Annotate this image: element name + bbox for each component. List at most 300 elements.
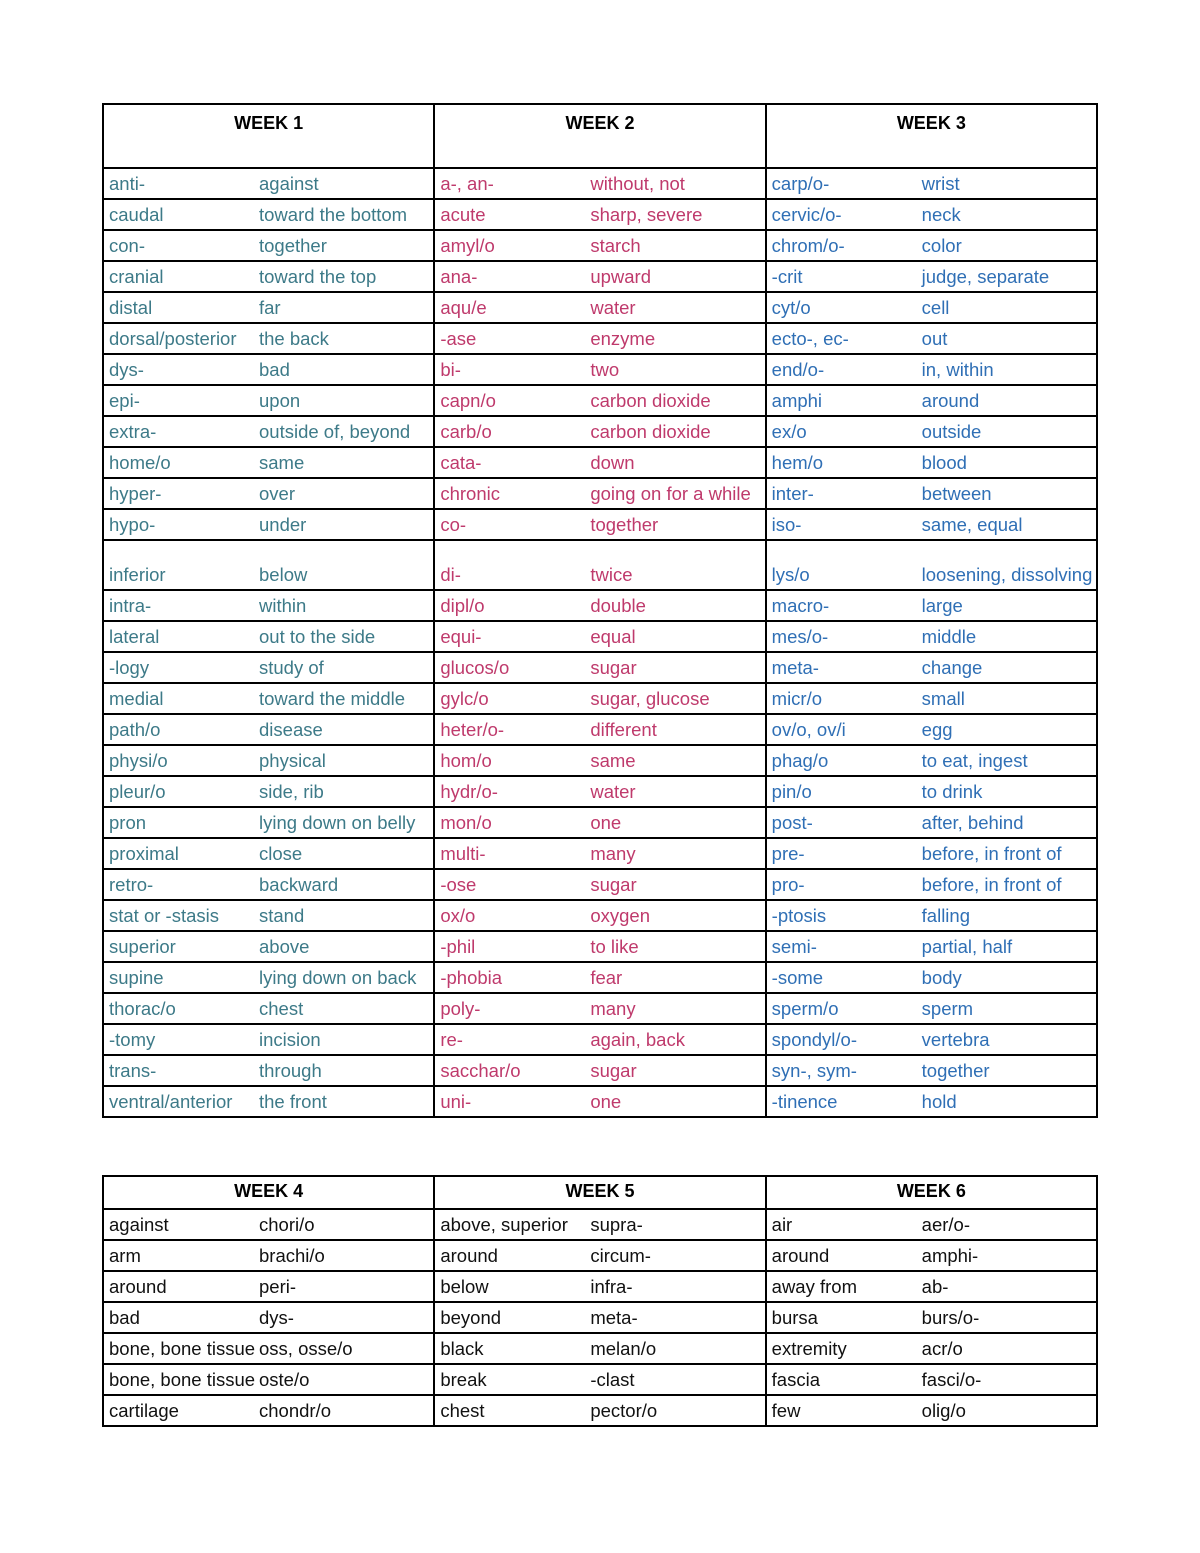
header-cell [765, 1177, 1096, 1208]
definition-text: going on for a while [590, 483, 751, 504]
definition-text: under [259, 514, 307, 535]
table-row [104, 961, 1096, 992]
term-text: trans- [109, 1060, 157, 1081]
table-row [104, 1394, 1096, 1425]
table-row [104, 589, 1096, 620]
definition-text: large [921, 595, 963, 616]
term-cell [104, 591, 433, 620]
term-text: inferior [109, 564, 166, 585]
term-text: black [440, 1338, 484, 1359]
term-cell [433, 1396, 764, 1425]
term-text: chronic [440, 483, 500, 504]
definition-text: within [259, 595, 307, 616]
table-row [104, 353, 1096, 384]
term-cell [104, 777, 433, 806]
term-text: ecto-, ec- [771, 328, 849, 349]
definition-text: toward the bottom [259, 204, 408, 225]
term-cell [104, 1087, 433, 1116]
definition-text: equal [590, 626, 636, 647]
term-cell [433, 200, 764, 229]
table-row [104, 837, 1096, 868]
definition-text: to eat, ingest [921, 750, 1028, 771]
term-text: around [771, 1245, 830, 1266]
term-cell [104, 1303, 433, 1332]
term-text: pre- [771, 843, 805, 864]
definition-text: starch [590, 235, 641, 256]
term-cell [765, 1396, 1096, 1425]
term-text: con- [109, 235, 145, 256]
term-cell [433, 963, 764, 992]
term-cell [765, 1210, 1096, 1239]
table-row [104, 1363, 1096, 1394]
term-text: away from [771, 1276, 857, 1297]
term-cell [765, 324, 1096, 353]
term-cell [104, 262, 433, 291]
term-text: end/o- [771, 359, 825, 380]
definition-text: water [590, 781, 636, 802]
term-cell [433, 808, 764, 837]
definition-text: middle [921, 626, 977, 647]
term-cell [765, 932, 1096, 961]
term-cell [433, 684, 764, 713]
definition-text: peri- [259, 1276, 297, 1297]
term-cell [104, 1210, 433, 1239]
term-cell [765, 1365, 1096, 1394]
term-cell [765, 479, 1096, 508]
definition-text: together [921, 1060, 990, 1081]
definition-text: acr/o [921, 1338, 963, 1359]
term-text: beyond [440, 1307, 502, 1328]
definition-text: stand [259, 905, 305, 926]
definition-text: physical [259, 750, 326, 771]
definition-text: loosening, dissolving [921, 564, 1093, 585]
term-text: cartilage [109, 1400, 179, 1421]
definition-text: blood [921, 452, 967, 473]
definition-text: outside [921, 421, 982, 442]
definition-text: different [590, 719, 657, 740]
term-cell [765, 1025, 1096, 1054]
term-cell [765, 622, 1096, 651]
term-cell [433, 1087, 764, 1116]
term-text: pleur/o [109, 781, 166, 802]
term-cell [765, 870, 1096, 899]
term-text: dys- [109, 359, 144, 380]
term-cell [433, 1241, 764, 1270]
term-text: -ptosis [771, 905, 827, 926]
definition-text: incision [259, 1029, 321, 1050]
term-cell [433, 591, 764, 620]
table-row [104, 1208, 1096, 1239]
term-text: pron [109, 812, 147, 833]
definition-text: lying down on belly [259, 812, 416, 833]
term-text: intra- [109, 595, 152, 616]
term-text: dipl/o [440, 595, 485, 616]
definition-text: upward [590, 266, 652, 287]
term-text: below [440, 1276, 489, 1297]
term-cell [433, 262, 764, 291]
definition-text: same [259, 452, 305, 473]
term-text: inter- [771, 483, 814, 504]
term-text: gylc/o [440, 688, 489, 709]
definition-text: burs/o- [921, 1307, 980, 1328]
definition-text: two [590, 359, 620, 380]
vocab-table-weeks-4-6 [102, 1175, 1098, 1427]
term-cell [765, 541, 1096, 589]
term-text: path/o [109, 719, 161, 740]
table-row [104, 1332, 1096, 1363]
definition-text: fear [590, 967, 623, 988]
term-cell [765, 1334, 1096, 1363]
term-cell [104, 1025, 433, 1054]
term-text: extremity [771, 1338, 847, 1359]
term-cell [765, 839, 1096, 868]
term-text: hydr/o- [440, 781, 498, 802]
definition-text: amphi- [921, 1245, 979, 1266]
definition-text: in, within [921, 359, 994, 380]
definition-text: sugar, glucose [590, 688, 710, 709]
definition-text: partial, half [921, 936, 1013, 957]
definition-text: the back [259, 328, 329, 349]
definition-text: olig/o [921, 1400, 966, 1421]
term-text: phag/o [771, 750, 829, 771]
term-text: re- [440, 1029, 463, 1050]
definition-text: meta- [590, 1307, 638, 1328]
table-row [104, 806, 1096, 837]
term-cell [433, 293, 764, 322]
term-text: capn/o [440, 390, 496, 411]
definition-text: together [590, 514, 659, 535]
term-cell [104, 1241, 433, 1270]
term-text: -tinence [771, 1091, 838, 1112]
term-cell [104, 169, 433, 198]
term-text: lateral [109, 626, 160, 647]
term-cell [765, 1241, 1096, 1270]
definition-text: dys- [259, 1307, 294, 1328]
term-text: a-, an- [440, 173, 494, 194]
week-heading: WEEK 4 [234, 1181, 304, 1201]
table-row [104, 1239, 1096, 1270]
term-text: air [771, 1214, 793, 1235]
term-text: superior [109, 936, 176, 957]
definition-text: through [259, 1060, 322, 1081]
definition-text: oss, osse/o [259, 1338, 353, 1359]
term-cell [433, 715, 764, 744]
term-text: fascia [771, 1369, 820, 1390]
term-text: around [440, 1245, 498, 1266]
table-row [104, 899, 1096, 930]
table-row [104, 322, 1096, 353]
term-cell [765, 293, 1096, 322]
definition-text: below [259, 564, 308, 585]
term-cell [765, 386, 1096, 415]
term-text: proximal [109, 843, 179, 864]
term-cell [433, 1025, 764, 1054]
term-cell [433, 870, 764, 899]
definition-text: ab- [921, 1276, 949, 1297]
table-row [104, 260, 1096, 291]
table-row [104, 1054, 1096, 1085]
term-text: aqu/e [440, 297, 487, 318]
definition-text: -clast [590, 1369, 635, 1390]
term-cell [104, 839, 433, 868]
term-text: carp/o- [771, 173, 830, 194]
definition-text: same, equal [921, 514, 1023, 535]
term-text: post- [771, 812, 813, 833]
term-text: -tomy [109, 1029, 156, 1050]
definition-text: one [590, 812, 622, 833]
term-cell [765, 808, 1096, 837]
definition-text: supra- [590, 1214, 643, 1235]
definition-text: double [590, 595, 646, 616]
table-row [104, 415, 1096, 446]
term-text: micr/o [771, 688, 823, 709]
term-text: -phil [440, 936, 476, 957]
definition-text: circum- [590, 1245, 651, 1266]
definition-text: hold [921, 1091, 957, 1112]
term-cell [765, 746, 1096, 775]
definition-text: sugar [590, 657, 637, 678]
term-cell [433, 324, 764, 353]
term-text: -ase [440, 328, 477, 349]
term-cell [433, 541, 764, 589]
term-cell [765, 231, 1096, 260]
term-cell [433, 1303, 764, 1332]
definition-text: before, in front of [921, 843, 1062, 864]
term-text: -ose [440, 874, 477, 895]
header-cell [765, 105, 1096, 167]
term-text: mon/o [440, 812, 492, 833]
definition-text: judge, separate [921, 266, 1050, 287]
term-text: cranial [109, 266, 164, 287]
definition-text: aer/o- [921, 1214, 970, 1235]
term-text: multi- [440, 843, 486, 864]
definition-text: out to the side [259, 626, 376, 647]
term-text: meta- [771, 657, 819, 678]
week-heading: WEEK 1 [234, 113, 304, 133]
term-cell [765, 994, 1096, 1023]
definition-text: infra- [590, 1276, 633, 1297]
term-cell [433, 448, 764, 477]
table-row [104, 539, 1096, 589]
term-cell [104, 448, 433, 477]
term-text: chrom/o- [771, 235, 845, 256]
table-row [104, 508, 1096, 539]
term-cell [104, 1365, 433, 1394]
term-cell [765, 653, 1096, 682]
term-cell [765, 355, 1096, 384]
term-cell [433, 355, 764, 384]
term-text: amyl/o [440, 235, 495, 256]
definition-text: lying down on back [259, 967, 417, 988]
definition-text: outside of, beyond [259, 421, 411, 442]
table-row [104, 775, 1096, 806]
term-text: hem/o [771, 452, 824, 473]
term-cell [433, 994, 764, 1023]
table-row [104, 1301, 1096, 1332]
term-cell [765, 200, 1096, 229]
term-text: sacchar/o [440, 1060, 521, 1081]
table-row [104, 384, 1096, 415]
term-text: spondyl/o- [771, 1029, 858, 1050]
definition-text: same [590, 750, 636, 771]
term-text: -crit [771, 266, 803, 287]
term-text: equi- [440, 626, 482, 647]
term-text: amphi [771, 390, 823, 411]
term-text: iso- [771, 514, 802, 535]
term-text: ov/o, ov/i [771, 719, 846, 740]
definition-text: egg [921, 719, 953, 740]
definition-text: pector/o [590, 1400, 658, 1421]
term-text: ox/o [440, 905, 476, 926]
term-text: against [109, 1214, 169, 1235]
term-cell [104, 231, 433, 260]
term-text: bi- [440, 359, 461, 380]
term-text: medial [109, 688, 164, 709]
definition-text: neck [921, 204, 961, 225]
term-text: bone, bone tissue [109, 1338, 256, 1359]
definition-text: around [921, 390, 980, 411]
term-cell [433, 231, 764, 260]
definition-text: sperm [921, 998, 974, 1019]
term-cell [104, 932, 433, 961]
term-cell [104, 1334, 433, 1363]
definition-text: carbon dioxide [590, 421, 711, 442]
definition-text: the front [259, 1091, 327, 1112]
term-text: mes/o- [771, 626, 829, 647]
definition-text: against [259, 173, 319, 194]
definition-text: side, rib [259, 781, 324, 802]
definition-text: above [259, 936, 310, 957]
week-heading: WEEK 2 [565, 113, 635, 133]
term-text: distal [109, 297, 153, 318]
term-cell [433, 1056, 764, 1085]
term-text: arm [109, 1245, 141, 1266]
term-text: -logy [109, 657, 150, 678]
term-text: physi/o [109, 750, 168, 771]
term-cell [433, 386, 764, 415]
term-text: above, superior [440, 1214, 568, 1235]
term-cell [433, 1272, 764, 1301]
table-row [104, 1085, 1096, 1116]
table-row [104, 446, 1096, 477]
definition-text: many [590, 998, 636, 1019]
term-text: hypo- [109, 514, 156, 535]
term-text: macro- [771, 595, 830, 616]
table-row [104, 682, 1096, 713]
week-heading: WEEK 3 [896, 113, 966, 133]
term-text: bursa [771, 1307, 818, 1328]
definition-text: sharp, severe [590, 204, 703, 225]
definition-text: between [921, 483, 992, 504]
header-row [104, 105, 1096, 167]
table-row [104, 713, 1096, 744]
definition-text: fasci/o- [921, 1369, 982, 1390]
table-row [104, 992, 1096, 1023]
definition-text: water [590, 297, 636, 318]
term-text: thorac/o [109, 998, 176, 1019]
term-cell [765, 169, 1096, 198]
term-text: few [771, 1400, 801, 1421]
table-row [104, 198, 1096, 229]
term-text: heter/o- [440, 719, 505, 740]
term-text: pro- [771, 874, 805, 895]
definition-text: vertebra [921, 1029, 990, 1050]
term-cell [765, 1272, 1096, 1301]
term-cell [765, 262, 1096, 291]
term-text: di- [440, 564, 461, 585]
table-row [104, 651, 1096, 682]
definition-text: twice [590, 564, 633, 585]
term-text: uni- [440, 1091, 472, 1112]
definition-text: together [259, 235, 327, 256]
term-cell [765, 448, 1096, 477]
definition-text: before, in front of [921, 874, 1062, 895]
term-cell [433, 1210, 764, 1239]
term-cell [104, 653, 433, 682]
term-text: lys/o [771, 564, 810, 585]
term-cell [104, 994, 433, 1023]
term-text: sperm/o [771, 998, 839, 1019]
term-text: ex/o [771, 421, 807, 442]
term-cell [104, 901, 433, 930]
term-text: around [109, 1276, 167, 1297]
term-cell [765, 715, 1096, 744]
term-text: acute [440, 204, 486, 225]
week-heading: WEEK 6 [896, 1181, 966, 1201]
definition-text: chondr/o [259, 1400, 331, 1421]
term-text: co- [440, 514, 467, 535]
term-text: anti- [109, 173, 145, 194]
definition-text: to like [590, 936, 639, 957]
term-text: cata- [440, 452, 482, 473]
term-text: epi- [109, 390, 140, 411]
term-cell [104, 622, 433, 651]
definition-text: oste/o [259, 1369, 310, 1390]
definition-text: upon [259, 390, 301, 411]
term-cell [765, 417, 1096, 446]
term-text: dorsal/posterior [109, 328, 237, 349]
term-cell [765, 591, 1096, 620]
definition-text: falling [921, 905, 970, 926]
term-text: cyt/o [771, 297, 811, 318]
term-cell [433, 1365, 764, 1394]
definition-text: over [259, 483, 295, 504]
term-text: supine [109, 967, 164, 988]
definition-text: enzyme [590, 328, 656, 349]
term-cell [104, 1056, 433, 1085]
table-row [104, 1270, 1096, 1301]
term-cell [104, 1396, 433, 1425]
term-cell [104, 510, 433, 539]
term-cell [765, 510, 1096, 539]
term-cell [104, 870, 433, 899]
definition-text: out [921, 328, 948, 349]
definition-text: sugar [590, 874, 637, 895]
term-cell [765, 1056, 1096, 1085]
term-cell [104, 963, 433, 992]
term-text: bone, bone tissue [109, 1369, 256, 1390]
vocab-table-weeks-1-3 [102, 103, 1098, 1118]
definition-text: after, behind [921, 812, 1024, 833]
table-row [104, 477, 1096, 508]
term-cell [433, 169, 764, 198]
definition-text: carbon dioxide [590, 390, 711, 411]
table-row [104, 1023, 1096, 1054]
table-row [104, 744, 1096, 775]
term-cell [433, 777, 764, 806]
header-cell [433, 105, 764, 167]
table-row [104, 167, 1096, 198]
